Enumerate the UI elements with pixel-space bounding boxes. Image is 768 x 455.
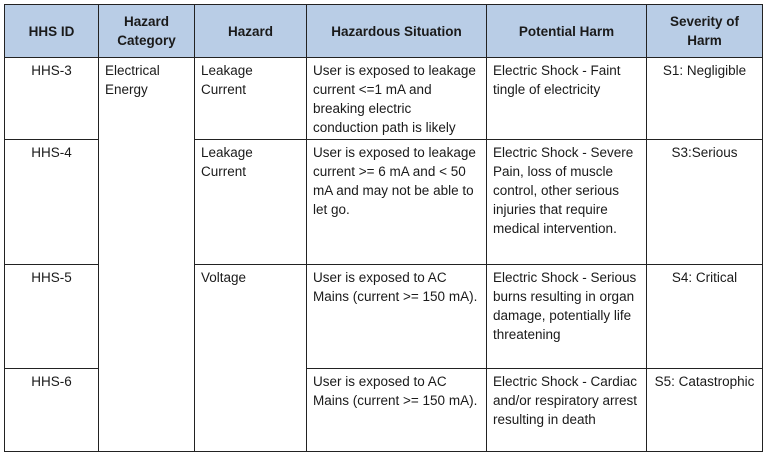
severity-cell: S4: Critical bbox=[647, 265, 763, 369]
hazardous-situation-cell: User is exposed to AC Mains (current >= 150 mA). bbox=[307, 369, 487, 452]
header-severity: Severity of Harm bbox=[647, 5, 763, 58]
potential-harm-cell: Electric Shock - Faint tingle of electricity bbox=[487, 58, 647, 140]
hazard-table bbox=[4, 4, 763, 452]
severity-cell: S5: Catastrophic bbox=[647, 369, 763, 452]
table-header-row bbox=[5, 5, 763, 58]
hhs-id-cell: HHS-4 bbox=[5, 140, 99, 265]
potential-harm-cell: Electric Shock - Severe Pain, loss of muscle control, other serious injuries that require medical intervention. bbox=[487, 140, 647, 265]
potential-harm-cell: Electric Shock - Cardiac and/or respiratory arrest resulting in death bbox=[487, 369, 647, 452]
header-hhs-id: HHS ID bbox=[5, 5, 99, 58]
hazard-cell: Leakage Current bbox=[195, 58, 307, 140]
header-hazard-category: Hazard Category bbox=[99, 5, 195, 58]
hazard-cell: Voltage bbox=[195, 265, 307, 452]
header-potential-harm: Potential Harm bbox=[487, 5, 647, 58]
table-row bbox=[5, 58, 763, 140]
hhs-id-cell: HHS-3 bbox=[5, 58, 99, 140]
potential-harm-cell: Electric Shock - Serious burns resulting in organ damage, potentially life threatening bbox=[487, 265, 647, 369]
severity-cell: S1: Negligible bbox=[647, 58, 763, 140]
hazardous-situation-cell: User is exposed to leakage current <=1 mA and breaking electric conduction path is likely bbox=[307, 58, 487, 140]
header-hazard: Hazard bbox=[195, 5, 307, 58]
hazard-cell: Leakage Current bbox=[195, 140, 307, 265]
hazard-category-cell: Electrical Energy bbox=[99, 58, 195, 452]
hazardous-situation-cell: User is exposed to leakage current >= 6 mA and < 50 mA and may not be able to let go. bbox=[307, 140, 487, 265]
hhs-id-cell: HHS-5 bbox=[5, 265, 99, 369]
hhs-id-cell: HHS-6 bbox=[5, 369, 99, 452]
hazardous-situation-cell: User is exposed to AC Mains (current >= 150 mA). bbox=[307, 265, 487, 369]
header-hazardous-situation: Hazardous Situation bbox=[307, 5, 487, 58]
severity-cell: S3:Serious bbox=[647, 140, 763, 265]
